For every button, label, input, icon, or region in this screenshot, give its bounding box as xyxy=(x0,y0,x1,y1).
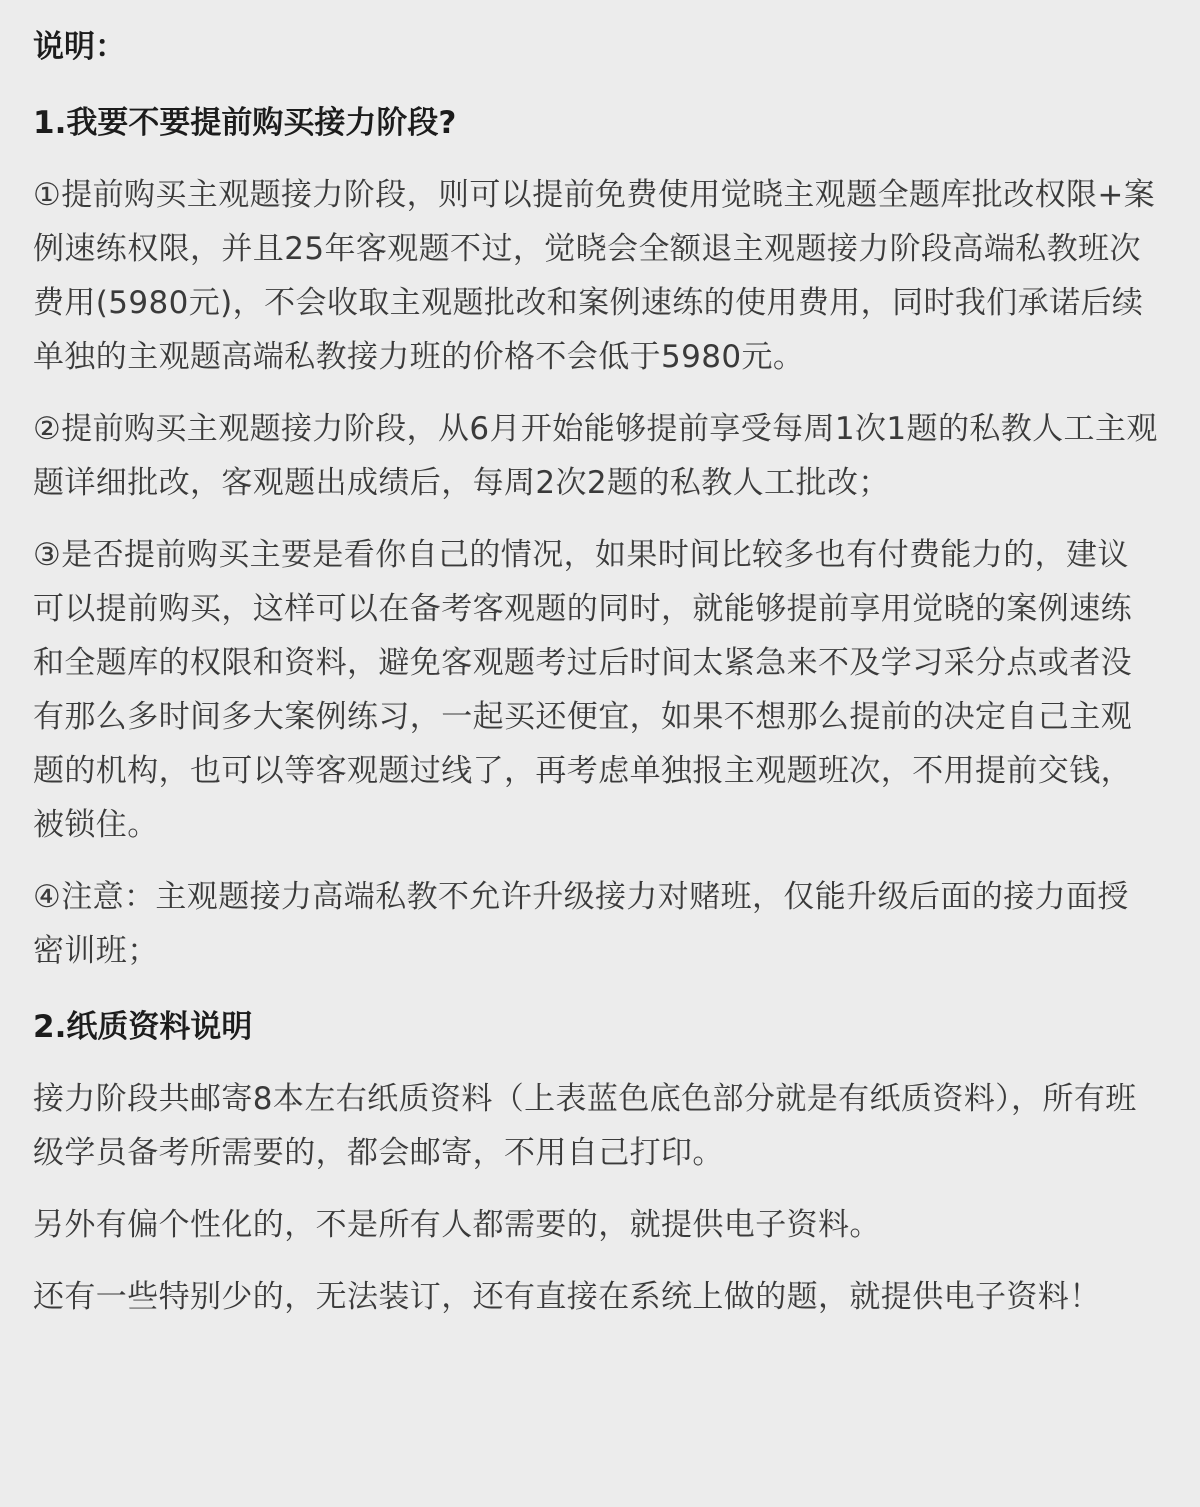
section1-paragraph-4: ④注意：主观题接力高端私教不允许升级接力对赌班，仅能升级后面的接力面授密训班； xyxy=(33,879,1129,969)
section1-paragraph-1: ①提前购买主观题接力阶段，则可以提前免费使用觉晓主观题全题库批改权限+案例速练权限，并且25年客观题不过，觉晓会全额退主观题接力阶段高端私教班次费用(5980元)，不会收取主观题批改和案例速练的使用费用，同时我们承诺后续单独的主观题高端私教接力班的价格不会低于5980元。 xyxy=(33,177,1156,375)
section1-paragraph-2: ②提前购买主观题接力阶段，从6月开始能够提前享受每周1次1题的私教人工主观题详细批改，客观题出成绩后，每周2次2题的私教人工批改； xyxy=(33,411,1158,501)
section2-paragraph-1: 接力阶段共邮寄8本左右纸质资料（上表蓝色底色部分就是有纸质资料），所有班级学员备考所需要的，都会邮寄，不用自己打印。 xyxy=(33,1081,1137,1171)
section2-paragraph-2: 另外有偏个性化的，不是所有人都需要的，就提供电子资料。 xyxy=(33,1207,881,1243)
section1-paragraph-3: ③是否提前购买主要是看你自己的情况，如果时间比较多也有付费能力的，建议可以提前购买，这样可以在备考客观题的同时，就能够提前享用觉晓的案例速练和全题库的权限和资料，避免客观题考过后时间太紧急来不及学习采分点或者没有那么多时间多大案例练习，一起买还便宜，如果不想那么提前的决定自己主观题的机构，也可以等客观题过线了，再考虑单独报主观题班次，不用提前交钱，被锁住。 xyxy=(33,537,1132,843)
section2-paragraph-3: 还有一些特别少的，无法装订，还有直接在系统上做的题，就提供电子资料！ xyxy=(33,1279,1101,1315)
section2-heading: 2.纸质资料说明 xyxy=(33,1009,253,1045)
section1-heading: 1.我要不要提前购买接力阶段? xyxy=(33,105,457,141)
document-title: 说明： xyxy=(33,29,126,65)
